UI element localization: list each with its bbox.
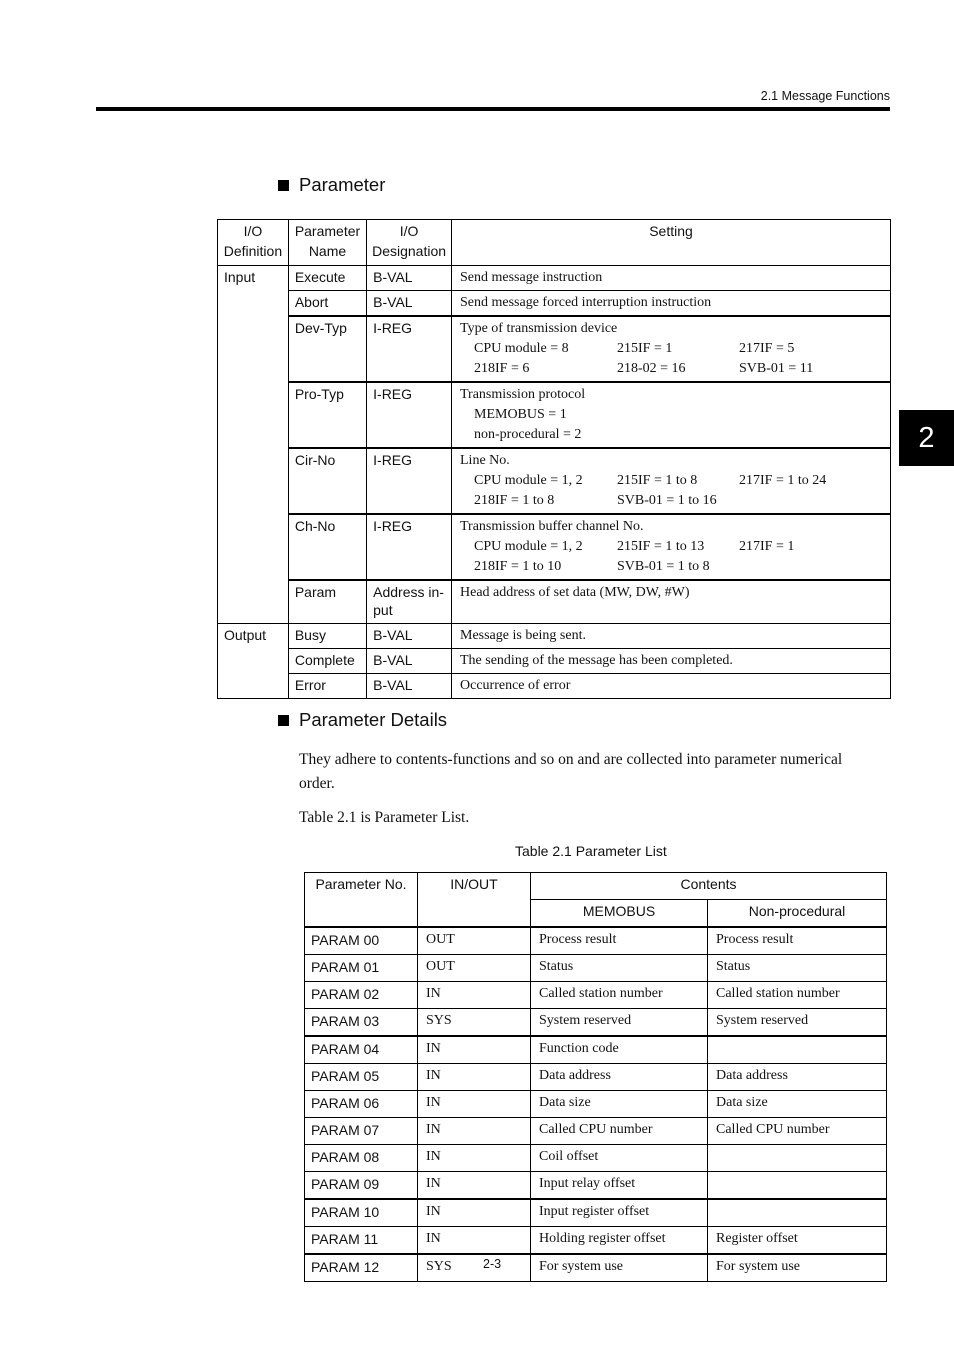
param-no-cell: PARAM 09: [305, 1172, 418, 1200]
setting-cell: [452, 266, 891, 291]
inout-cell: SYS: [418, 1254, 531, 1282]
parameter-heading: [278, 174, 385, 196]
memobus-cell: Holding register offset: [531, 1227, 708, 1255]
square-bullet-icon: [278, 180, 289, 191]
designation-line: put: [373, 602, 393, 618]
memobus-cell: Called station number: [531, 982, 708, 1009]
setting-value: 218-02 = 16: [617, 361, 686, 376]
setting-value: 218IF = 1 to 10: [474, 559, 562, 574]
io-designation-cell: [367, 580, 452, 624]
setting-value: 218IF = 1 to 8: [474, 493, 555, 508]
param-no-cell: PARAM 03: [305, 1009, 418, 1037]
table-row: [305, 1036, 887, 1064]
param-no-cell: PARAM 04: [305, 1036, 418, 1064]
header-memobus: MEMOBUS: [531, 900, 708, 928]
header-text: I/O: [243, 223, 263, 239]
non-procedural-cell: [708, 1036, 887, 1064]
setting-text: Line No.: [460, 453, 510, 468]
param-no-cell: PARAM 01: [305, 955, 418, 982]
table-row: [218, 580, 891, 624]
non-procedural-cell: Called CPU number: [708, 1118, 887, 1145]
table-row: [218, 266, 891, 291]
setting-cell: [452, 316, 891, 382]
table-row: [305, 1064, 887, 1091]
param-no-cell: PARAM 12: [305, 1254, 418, 1282]
setting-value: 215IF = 1 to 13: [617, 539, 705, 554]
header-text: Definition: [223, 243, 283, 259]
header-non-procedural: Non-procedural: [708, 900, 887, 928]
header-text: Name: [308, 243, 347, 259]
io-designation-cell: B-VAL: [367, 291, 452, 317]
parameter-name-cell: Error: [288, 674, 366, 699]
setting-cell: [452, 674, 891, 699]
inout-cell: IN: [418, 1227, 531, 1255]
table-row: [218, 649, 891, 674]
header-io-definition: [218, 220, 289, 266]
non-procedural-cell: Status: [708, 955, 887, 982]
table-row: [305, 1145, 887, 1172]
parameter-name-cell: Ch-No: [288, 514, 366, 580]
setting-text: Head address of set data (MW, DW, #W): [460, 585, 690, 600]
setting-value: 217IF = 1 to 24: [739, 473, 827, 488]
table-row: [305, 955, 887, 982]
table-row: [305, 1227, 887, 1255]
details-paragraph: They adhere to contents-functions and so on and are collected into parameter numerical order.: [299, 751, 843, 792]
parameter-name-cell: Execute: [288, 266, 366, 291]
param-no-cell: PARAM 00: [305, 927, 418, 955]
non-procedural-cell: Called station number: [708, 982, 887, 1009]
memobus-cell: System reserved: [531, 1009, 708, 1037]
io-designation-cell: I-REG: [367, 316, 452, 382]
inout-cell: IN: [418, 1064, 531, 1091]
header-text: Designation: [372, 243, 447, 259]
memobus-cell: Called CPU number: [531, 1118, 708, 1145]
running-header: 2.1 Message Functions: [760, 89, 890, 103]
setting-value: 217IF = 5: [739, 341, 795, 356]
memobus-cell: Data size: [531, 1091, 708, 1118]
non-procedural-cell: [708, 1172, 887, 1200]
parameter-name-cell: Abort: [288, 291, 366, 317]
inout-cell: IN: [418, 1036, 531, 1064]
inout-cell: IN: [418, 982, 531, 1009]
header-setting: Setting: [452, 220, 891, 266]
setting-value: CPU module = 1, 2: [474, 473, 583, 488]
table-row: [305, 1172, 887, 1200]
non-procedural-cell: Register offset: [708, 1227, 887, 1255]
setting-value: 215IF = 1: [617, 341, 673, 356]
parameter-details-heading: [278, 709, 447, 731]
non-procedural-cell: Process result: [708, 927, 887, 955]
parameter-list-table: [304, 872, 887, 1282]
table-row: [218, 448, 891, 514]
table-row: [305, 1091, 887, 1118]
parameter-heading-text: Parameter: [299, 174, 386, 195]
setting-cell: [452, 291, 891, 317]
header-parameter-name: [288, 220, 366, 266]
table-row: [218, 382, 891, 448]
setting-text: Transmission protocol: [460, 387, 586, 402]
table-row: [305, 1199, 887, 1227]
setting-value-line: non-procedural = 2: [474, 427, 582, 442]
parameter-table: [217, 219, 891, 699]
io-definition-cell: Output: [218, 624, 289, 699]
io-designation-cell: B-VAL: [367, 624, 452, 649]
header-parameter-no: Parameter No.: [305, 873, 418, 928]
param-no-cell: PARAM 06: [305, 1091, 418, 1118]
setting-cell: [452, 649, 891, 674]
memobus-cell: For system use: [531, 1254, 708, 1282]
inout-cell: IN: [418, 1199, 531, 1227]
inout-cell: IN: [418, 1145, 531, 1172]
setting-value: [739, 557, 882, 577]
io-designation-cell: B-VAL: [367, 674, 452, 699]
setting-values-line: [460, 471, 882, 491]
table-row: [305, 982, 887, 1009]
setting-value: SVB-01 = 1 to 16: [617, 493, 717, 508]
square-bullet-icon: [278, 715, 289, 726]
non-procedural-cell: Data address: [708, 1064, 887, 1091]
setting-value: [739, 491, 882, 511]
table-header-row: [305, 873, 887, 900]
setting-value: 215IF = 1 to 8: [617, 473, 698, 488]
memobus-cell: Data address: [531, 1064, 708, 1091]
setting-text: Send message forced interruption instruction: [460, 295, 712, 310]
memobus-cell: Coil offset: [531, 1145, 708, 1172]
param-no-cell: PARAM 07: [305, 1118, 418, 1145]
param-no-cell: PARAM 08: [305, 1145, 418, 1172]
setting-text: Send message instruction: [460, 270, 603, 285]
header-rule: [96, 107, 890, 111]
memobus-cell: Process result: [531, 927, 708, 955]
table-row: [305, 1009, 887, 1037]
setting-values-line: [460, 537, 882, 557]
setting-text: The sending of the message has been completed.: [460, 653, 733, 668]
setting-values-line: [460, 359, 882, 379]
table-caption: Table 2.1 Parameter List: [515, 843, 667, 859]
io-designation-cell: B-VAL: [367, 649, 452, 674]
setting-cell: [452, 624, 891, 649]
parameter-name-cell: Param: [288, 580, 366, 624]
setting-cell: [452, 382, 891, 448]
setting-value-line: MEMOBUS = 1: [474, 407, 567, 422]
chapter-tab: 2: [899, 410, 954, 466]
param-no-cell: PARAM 02: [305, 982, 418, 1009]
parameter-details-heading-text: Parameter Details: [299, 709, 448, 730]
table-row: [218, 291, 891, 317]
header-text: I/O: [399, 223, 419, 239]
inout-cell: IN: [418, 1091, 531, 1118]
non-procedural-cell: [708, 1199, 887, 1227]
table-header-row: [218, 220, 891, 266]
details-paragraph-table-ref: Table 2.1 is Parameter List.: [299, 809, 470, 826]
page-number: 2-3: [483, 1257, 502, 1271]
memobus-cell: Input register offset: [531, 1199, 708, 1227]
parameter-name-cell: Pro-Typ: [288, 382, 366, 448]
table-row: [305, 1254, 887, 1282]
setting-text: Occurrence of error: [460, 678, 571, 693]
header-contents: Contents: [531, 873, 887, 900]
setting-text: Type of transmission device: [460, 321, 618, 336]
setting-value: SVB-01 = 1 to 8: [617, 559, 710, 574]
io-designation-cell: I-REG: [367, 382, 452, 448]
param-no-cell: PARAM 11: [305, 1227, 418, 1255]
inout-cell: OUT: [418, 927, 531, 955]
io-designation-cell: I-REG: [367, 448, 452, 514]
param-no-cell: PARAM 05: [305, 1064, 418, 1091]
setting-cell: [452, 448, 891, 514]
parameter-name-cell: Complete: [288, 649, 366, 674]
header-inout: IN/OUT: [418, 873, 531, 928]
header-text: Parameter: [294, 223, 361, 239]
setting-cell: [452, 514, 891, 580]
inout-cell: IN: [418, 1172, 531, 1200]
table-row: [218, 316, 891, 382]
inout-cell: SYS: [418, 1009, 531, 1037]
inout-cell: OUT: [418, 955, 531, 982]
memobus-cell: Status: [531, 955, 708, 982]
memobus-cell: Input relay offset: [531, 1172, 708, 1200]
memobus-cell: Function code: [531, 1036, 708, 1064]
table-row: [218, 624, 891, 649]
io-definition-cell: Input: [218, 266, 289, 624]
parameter-name-cell: Cir-No: [288, 448, 366, 514]
io-designation-cell: I-REG: [367, 514, 452, 580]
table-row: [218, 514, 891, 580]
parameter-name-cell: Busy: [288, 624, 366, 649]
non-procedural-cell: System reserved: [708, 1009, 887, 1037]
setting-value: CPU module = 8: [474, 341, 569, 356]
non-procedural-cell: [708, 1145, 887, 1172]
parameter-name-cell: Dev-Typ: [288, 316, 366, 382]
table-row: [305, 927, 887, 955]
header-io-designation: [367, 220, 452, 266]
setting-value: 217IF = 1: [739, 539, 795, 554]
setting-value: CPU module = 1, 2: [474, 539, 583, 554]
setting-values-line: [460, 557, 882, 577]
setting-values-line: [460, 491, 882, 511]
param-no-cell: PARAM 10: [305, 1199, 418, 1227]
non-procedural-cell: Data size: [708, 1091, 887, 1118]
setting-value: SVB-01 = 11: [739, 361, 814, 376]
setting-values-line: [460, 339, 882, 359]
setting-cell: [452, 580, 891, 624]
designation-line: Address in-: [373, 584, 444, 600]
non-procedural-cell: For system use: [708, 1254, 887, 1282]
setting-text: Message is being sent.: [460, 628, 586, 643]
inout-cell: IN: [418, 1118, 531, 1145]
io-designation-cell: B-VAL: [367, 266, 452, 291]
setting-text: Transmission buffer channel No.: [460, 519, 644, 534]
table-row: [218, 674, 891, 699]
setting-value: 218IF = 6: [474, 361, 530, 376]
table-row: [305, 1118, 887, 1145]
